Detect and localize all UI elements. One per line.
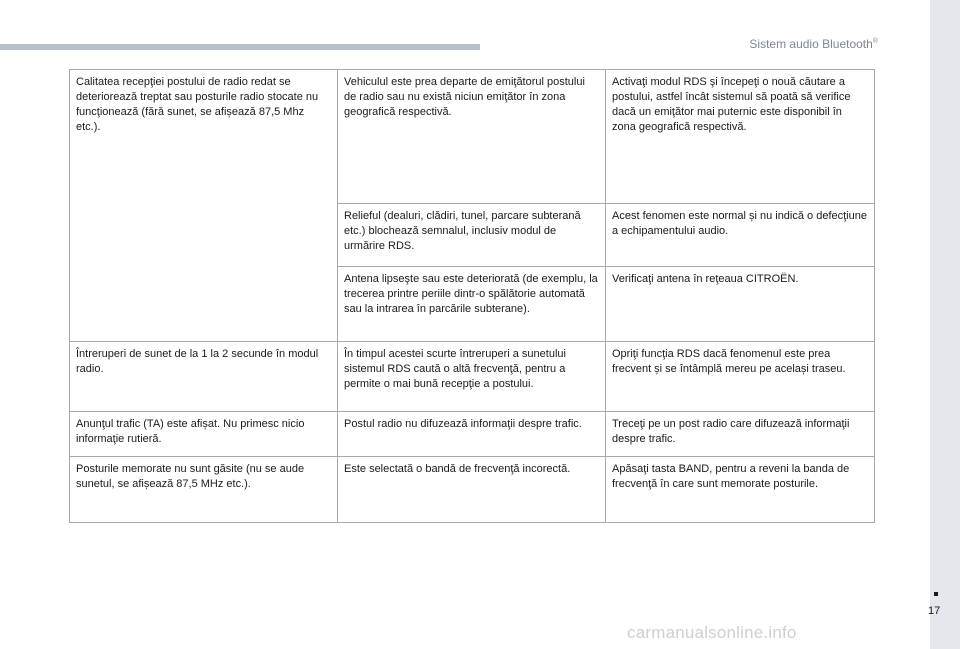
- solution-cell: [606, 457, 875, 523]
- problem-text: Anunţul trafic (TA) este afișat. Nu primesc nicio informaţie rutieră.: [76, 418, 305, 445]
- table-row: [70, 412, 875, 457]
- cause-cell: [338, 412, 606, 457]
- section-title: [749, 37, 878, 51]
- problem-cell: [70, 457, 338, 523]
- registered-mark: ®: [872, 38, 878, 45]
- solution-cell: [606, 412, 875, 457]
- table-row: [70, 342, 875, 412]
- cause-text: Vehiculul este prea departe de emiţătorul postului de radio sau nu există niciun emiţător în zona geografică respectivă.: [344, 76, 585, 118]
- cause-text: Relieful (dealuri, clădiri, tunel, parcare subterană etc.) blochează semnalul, inclusiv modul de urmărire RDS.: [344, 210, 581, 252]
- table-row: [70, 70, 875, 204]
- solution-cell: [606, 342, 875, 412]
- cause-cell: [338, 70, 606, 204]
- problem-cell: [70, 70, 338, 342]
- header-rule: [0, 44, 480, 50]
- cause-text: Este selectată o bandă de frecvenţă incorectă.: [344, 463, 571, 475]
- table-row: [70, 457, 875, 523]
- solution-cell: [606, 70, 875, 204]
- cause-cell: [338, 342, 606, 412]
- cause-text: În timpul acestei scurte întreruperi a sunetului sistemul RDS caută o altă frecvenţă, pentru a permite o mai bună recepţie a postului.: [344, 348, 566, 390]
- problem-cell: [70, 412, 338, 457]
- side-band: [930, 0, 960, 649]
- solution-text: Treceţi pe un post radio care difuzează informaţii despre trafic.: [612, 418, 850, 445]
- cause-text: Antena lipseşte sau este deteriorată (de exemplu, la trecerea printre periile dintr-o spălătorie automată sau la intrarea în parcările subterane).: [344, 273, 598, 315]
- cause-text: Postul radio nu difuzează informaţii despre trafic.: [344, 418, 582, 430]
- cause-cell: [338, 204, 606, 267]
- problem-cell: [70, 342, 338, 412]
- problem-text: Întreruperi de sunet de la 1 la 2 secunde în modul radio.: [76, 348, 319, 375]
- cause-cell: [338, 457, 606, 523]
- solution-cell: [606, 267, 875, 342]
- cause-cell: [338, 267, 606, 342]
- solution-cell: [606, 204, 875, 267]
- page-number: 17: [928, 605, 941, 617]
- troubleshooting-table: [69, 69, 875, 523]
- problem-text: Calitatea recepţiei postului de radio redat se deteriorează treptat sau posturile radio stocate nu funcţionează (fără sunet, se afișează 87,5 Mhz etc.).: [76, 76, 319, 133]
- problem-text: Posturile memorate nu sunt găsite (nu se aude sunetul, se afișează 87,5 MHz etc.).: [76, 463, 305, 490]
- solution-text: Activaţi modul RDS şi începeţi o nouă căutare a postului, astfel încât sistemul să poată să verifice dacă un emiţător mai puternic este disponibil în zona geografică respectivă.: [612, 76, 851, 133]
- solution-text: Acest fenomen este normal și nu indică o defecţiune a echipamentului audio.: [612, 210, 867, 237]
- watermark: carmanualsonline.info: [627, 623, 797, 642]
- page-marker: [934, 592, 938, 596]
- solution-text: Apăsaţi tasta BAND, pentru a reveni la banda de frecvenţă în care sunt memorate posturile.: [612, 463, 850, 490]
- section-title-text: Sistem audio Bluetooth: [749, 37, 873, 51]
- solution-text: Opriţi funcţia RDS dacă fenomenul este prea frecvent și se întâmplă mereu pe același traseu.: [612, 348, 846, 375]
- solution-text: Verificaţi antena în reţeaua CITROËN.: [612, 273, 799, 285]
